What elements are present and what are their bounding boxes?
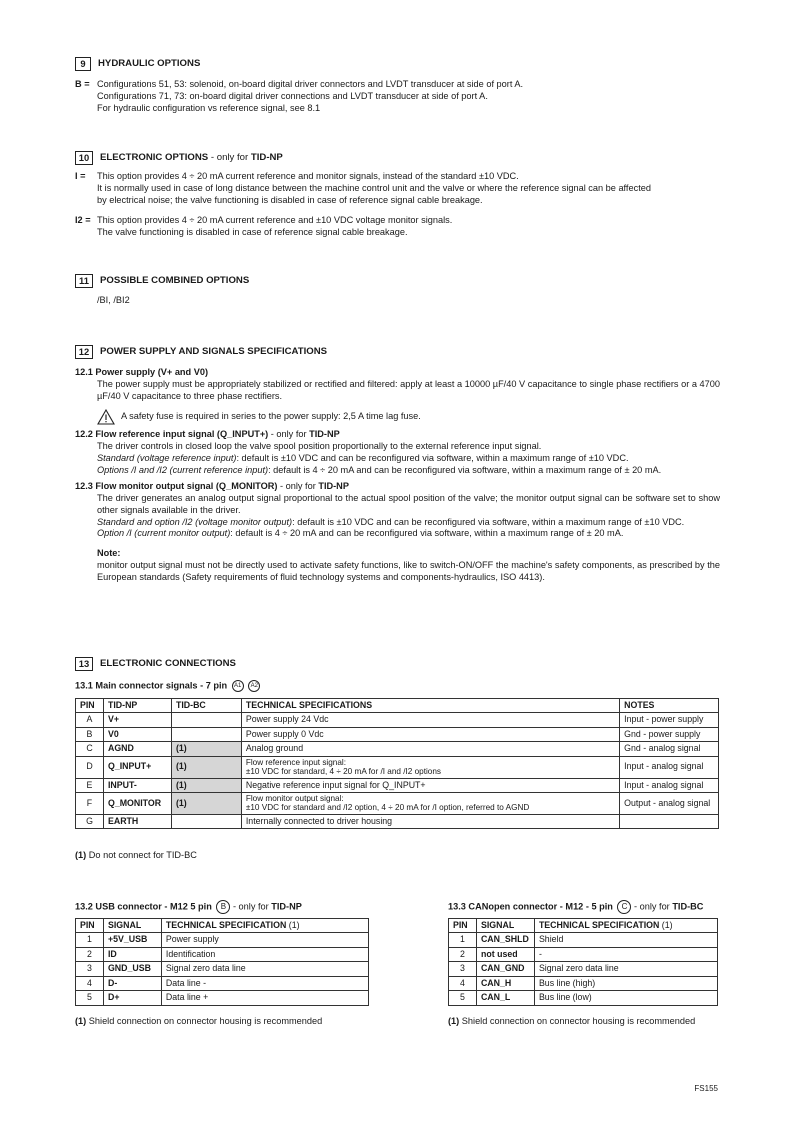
table-row [76, 742, 719, 756]
pin-cell: 3 [449, 962, 477, 976]
canopen-table-footnote [448, 1016, 695, 1028]
tid-bc-cell: (1) [171, 778, 241, 792]
spec-cell: Bus line (low) [534, 991, 717, 1005]
tid-bc-cell [171, 727, 241, 741]
table-header-cell: TECHNICAL SPECIFICATIONS [241, 699, 619, 713]
tid-bc-cell [171, 814, 241, 828]
option-line: It is normally used in case of long distance between the machine control unit and the valve or where the reference signal can be affected [97, 182, 651, 193]
spec-cell: Power supply [161, 933, 368, 947]
option-key: I = [75, 171, 86, 181]
option-key: B = [75, 79, 90, 89]
subsection-body [75, 379, 720, 403]
table-header-cell: NOTES [620, 699, 719, 713]
section-electronic-options [75, 151, 720, 239]
connector-mark-b: B [216, 900, 230, 914]
option-line: For hydraulic configuration vs reference signal, see 8.1 [97, 102, 321, 113]
table-row [76, 947, 369, 961]
italic-label: Standard (voltage reference input) [97, 452, 237, 463]
option-i [75, 171, 720, 207]
section-number: 13 [75, 657, 93, 671]
spec-line: Internally connected to driver housing [245, 815, 393, 826]
section-title-suffix: - only for [208, 151, 251, 163]
pin-cell: C [76, 742, 104, 756]
section-title: ELECTRONIC OPTIONS [100, 151, 209, 163]
section-title: POSSIBLE COMBINED OPTIONS [100, 274, 250, 286]
signal-cell: CAN_GND [476, 962, 534, 976]
tid-np-cell: Q_MONITOR [103, 792, 171, 814]
paragraph: The driver controls in closed loop the valve spool position proportionally to the external reference input signal. [97, 440, 542, 451]
signal-cell: D+ [103, 991, 161, 1005]
section-hydraulic-options [75, 57, 720, 115]
section-title: ELECTRONIC CONNECTIONS [100, 657, 236, 669]
table-row [449, 947, 718, 961]
subsection-title-text: 12.2 Flow reference input signal (Q_INPUT+) [75, 428, 269, 439]
usb-title-product: TID-NP [271, 901, 302, 912]
notes-cell: Output - analog signal [620, 792, 719, 814]
table-header-row [449, 919, 718, 933]
pin-cell: 1 [76, 933, 104, 947]
subsection-title [75, 481, 720, 493]
italic-label: Options /I and /I2 (current reference input) [97, 464, 269, 475]
usb-title-text: 13.2 USB connector - M12 5 pin [75, 901, 212, 912]
pin-cell: F [76, 792, 104, 814]
table-row [76, 991, 369, 1005]
warning-triangle-icon [97, 409, 115, 425]
usb-title-suffix: - only for [230, 901, 272, 912]
subsection-body [75, 441, 720, 477]
table-row [449, 933, 718, 947]
table-header-row [76, 919, 369, 933]
section-number: 10 [75, 151, 93, 165]
canopen-connector-title [448, 900, 703, 914]
table-row [449, 991, 718, 1005]
table-header-cell: SIGNAL [103, 919, 161, 933]
notes-cell: Input - analog signal [620, 756, 719, 778]
spec-line: ±10 VDC for standard and /I2 option, 4 ÷ 20 mA for /I option, referred to AGND [245, 803, 530, 813]
pin-cell: 2 [449, 947, 477, 961]
notes-cell: Gnd - power supply [620, 727, 719, 741]
paragraph-text: : default is 4 ÷ 20 mA and can be reconfigured via software, within a maximum range of ± 20 mA. [230, 528, 624, 539]
subsection-title-suffix: - only for [268, 428, 310, 439]
spec-line: ±10 VDC for standard, 4 ÷ 20 mA for /I and /I2 options [245, 767, 441, 777]
pin-cell: E [76, 778, 104, 792]
connector-mark-a2: A2 [248, 680, 260, 692]
section-number: 12 [75, 345, 93, 359]
pin-cell: 5 [76, 991, 104, 1005]
spec-cell: Data line + [161, 991, 368, 1005]
usb-table-footnote [75, 1016, 322, 1028]
notes-cell: Gnd - analog signal [620, 742, 719, 756]
paragraph [97, 453, 720, 465]
pin-cell: G [76, 814, 104, 828]
table-row [76, 976, 369, 990]
tid-bc-cell: (1) [171, 792, 241, 814]
paragraph-text: : default is 4 ÷ 20 mA and can be reconfigured via software, within a maximum range of ± 20 mA. [268, 464, 662, 475]
tid-bc-cell [171, 713, 241, 727]
option-line: The valve functioning is disabled in case of reference signal cable breakage. [97, 226, 408, 237]
canopen-title-suffix: - only for [631, 901, 673, 912]
table-row [449, 976, 718, 990]
pin-cell: 4 [76, 976, 104, 990]
footnote-text: Shield connection on connector housing is recommended [86, 1016, 323, 1026]
spec-line: Analog ground [245, 743, 304, 754]
section-title: POWER SUPPLY AND SIGNALS SPECIFICATIONS [100, 345, 328, 357]
italic-label: Standard and option /I2 (voltage monitor output) [97, 516, 293, 527]
spec-line: Power supply 0 Vdc [245, 728, 324, 739]
spec-cell: Identification [161, 947, 368, 961]
section-title-product: TID-NP [250, 151, 283, 163]
spec-cell: Bus line (high) [534, 976, 717, 990]
table-row [449, 962, 718, 976]
option-line: by electrical noise; the valve functioning is disabled in case of reference signal cable breakage. [97, 194, 483, 205]
section-combined-options [75, 274, 720, 307]
table-row [76, 933, 369, 947]
table-row [76, 756, 719, 778]
spec-line: Flow reference input signal: [245, 757, 346, 767]
table-header-cell: TECHNICAL SPECIFICATION (1) [534, 919, 717, 933]
spec-cell: Shield [534, 933, 717, 947]
table-header-cell: TECHNICAL SPECIFICATION (1) [161, 919, 368, 933]
main-connector-title [75, 680, 720, 692]
page-code: FS155 [694, 1084, 718, 1093]
spec-cell [241, 778, 619, 792]
warning-note [97, 409, 720, 425]
paragraph: The driver generates an analog output signal proportional to the actual spool position of the valve; the monitor output signal can be software set to show other signals available in the driver. [97, 492, 720, 515]
table-header-cell: PIN [449, 919, 477, 933]
section-heading [75, 57, 720, 71]
spec-cell [241, 814, 619, 828]
spec-cell [241, 756, 619, 778]
table-header-cell: PIN [76, 919, 104, 933]
table-header-cell: SIGNAL [476, 919, 534, 933]
canopen-title-text: 13.3 CANopen connector - M12 - 5 pin [448, 901, 613, 912]
italic-label: Option /I (current monitor output) [97, 528, 231, 539]
table-header-cell: TID-NP [103, 699, 171, 713]
pin-cell: D [76, 756, 104, 778]
section-title: HYDRAULIC OPTIONS [98, 57, 201, 69]
subsection-title [75, 429, 720, 441]
pin-cell: 5 [449, 991, 477, 1005]
footnote-text: Shield connection on connector housing is recommended [459, 1016, 696, 1026]
section-heading [75, 274, 720, 288]
pin-cell: 4 [449, 976, 477, 990]
subsection-title-product: TID-NP [309, 428, 340, 439]
table-row [76, 792, 719, 814]
section-heading [75, 345, 720, 359]
paragraph-text: : default is ±10 VDC and can be reconfigured via software, within a maximum range of ±10 VDC. [236, 452, 629, 463]
footnote-text: Do not connect for TID-BC [86, 850, 197, 860]
connector-mark-c: C [617, 900, 631, 914]
option-i2 [75, 215, 720, 239]
signal-cell: CAN_SHLD [476, 933, 534, 947]
notes-cell: Input - analog signal [620, 778, 719, 792]
section-power-supply [75, 345, 720, 584]
spec-cell: Signal zero data line [534, 962, 717, 976]
connector-mark-a1: A1 [232, 680, 244, 692]
signal-cell: ID [103, 947, 161, 961]
section-heading [75, 151, 720, 165]
spec-cell [241, 713, 619, 727]
spec-cell: Signal zero data line [161, 962, 368, 976]
pin-cell: 1 [449, 933, 477, 947]
table-header-cell: TID-BC [171, 699, 241, 713]
signal-cell: CAN_L [476, 991, 534, 1005]
notes-cell: Input - power supply [620, 713, 719, 727]
usb-connector-title [75, 900, 302, 914]
section-number: 9 [75, 57, 91, 71]
pin-cell: 3 [76, 962, 104, 976]
tid-bc-cell: (1) [171, 742, 241, 756]
tid-np-cell: AGND [103, 742, 171, 756]
main-connector-table [75, 698, 719, 829]
signal-cell: CAN_H [476, 976, 534, 990]
subsection-body [75, 493, 720, 585]
tid-np-cell: V+ [103, 713, 171, 727]
table-row [76, 814, 719, 828]
tid-np-cell: EARTH [103, 814, 171, 828]
spec-cell: Data line - [161, 976, 368, 990]
subsection-title-suffix: - only for [277, 480, 319, 491]
section-number: 11 [75, 274, 93, 288]
spec-cell [241, 792, 619, 814]
paragraph-text: : default is ±10 VDC and can be reconfigured via software, within a maximum range of ±10 VDC. [292, 516, 685, 527]
pin-cell: 2 [76, 947, 104, 961]
spec-line: Flow monitor output signal: [245, 793, 344, 803]
table-header-cell: PIN [76, 699, 104, 713]
signal-cell: not used [476, 947, 534, 961]
option-key: I2 = [75, 214, 91, 225]
tid-np-cell: INPUT- [103, 778, 171, 792]
option-line: Configurations 71, 73: on-board digital driver connections and LVDT transducer at side of port A. [97, 90, 488, 101]
canopen-title-product: TID-BC [672, 901, 704, 912]
main-table-footnote [75, 850, 197, 862]
option-line: This option provides 4 ÷ 20 mA current reference and monitor signals, instead of the standard ±10 VDC. [97, 171, 519, 181]
warning-text: A safety fuse is required in series to the power supply: 2,5 A time lag fuse. [121, 410, 421, 421]
footnote-marker: (1) [75, 850, 87, 860]
paragraph [97, 517, 720, 529]
footnote-marker: (1) [448, 1016, 460, 1026]
main-connector-title-text: 13.1 Main connector signals - 7 pin [75, 680, 228, 691]
pin-cell: A [76, 713, 104, 727]
section-electronic-connections [75, 657, 720, 696]
option-line: Configurations 51, 53: solenoid, on-board digital driver connectors and LVDT transducer at side of port A. [97, 79, 524, 89]
canopen-connector-table [448, 918, 718, 1006]
spec-line: Power supply 24 Vdc [245, 714, 329, 725]
combined-options-text: /BI, /BI2 [97, 295, 130, 305]
paragraph: The power supply must be appropriately stabilized or rectified and filtered: apply at least a 10000 µF/40 V capacitance to single phase rectifiers or a 4700 µF/40 V capacitance to three phase rectifiers. [97, 378, 720, 401]
signal-cell: D- [103, 976, 161, 990]
table-header-row [76, 699, 719, 713]
subsection-title-text: 12.3 Flow monitor output signal (Q_MONITOR) [75, 480, 278, 491]
note-title: Note: [97, 548, 121, 559]
signal-cell: +5V_USB [103, 933, 161, 947]
table-row [76, 713, 719, 727]
table-row [76, 778, 719, 792]
paragraph [97, 465, 720, 477]
pin-cell: B [76, 727, 104, 741]
usb-connector-table [75, 918, 369, 1006]
paragraph [97, 528, 720, 540]
spec-cell: - [534, 947, 717, 961]
section-heading [75, 657, 720, 671]
option-line: This option provides 4 ÷ 20 mA current reference and ±10 VDC voltage monitor signals. [97, 214, 453, 225]
note-text: monitor output signal must not be directly used to activate safety functions, like to switch-ON/OFF the machine's safety components, as prescribed by the European standards (Safety requirements of fluid technology systems and components-hydraulics, ISO 4413). [97, 560, 720, 583]
spec-line: Negative reference input signal for Q_INPUT+ [245, 779, 426, 790]
subsection-title-product: TID-NP [318, 480, 349, 491]
signal-cell: GND_USB [103, 962, 161, 976]
tid-np-cell: V0 [103, 727, 171, 741]
option-b [75, 79, 720, 115]
spec-cell [241, 727, 619, 741]
tid-bc-cell: (1) [171, 756, 241, 778]
footnote-marker: (1) [75, 1016, 87, 1026]
table-row [76, 727, 719, 741]
notes-cell [620, 814, 719, 828]
tid-np-cell: Q_INPUT+ [103, 756, 171, 778]
spec-cell [241, 742, 619, 756]
subsection-title: 12.1 Power supply (V+ and V0) [75, 367, 209, 377]
table-row [76, 962, 369, 976]
